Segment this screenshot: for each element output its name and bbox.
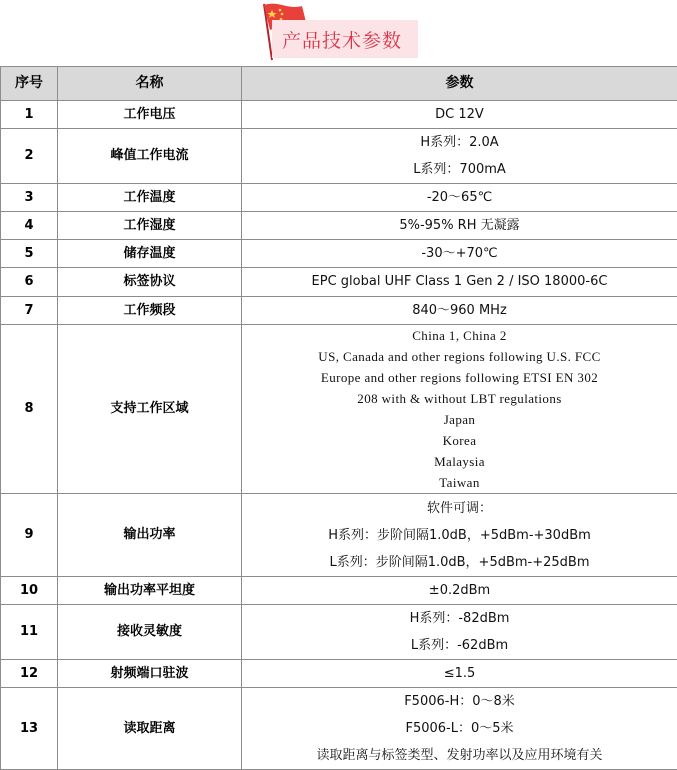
column-header-param: 参数 — [242, 67, 677, 101]
row-no: 5 — [1, 240, 58, 268]
table-row — [1, 184, 677, 212]
row-value — [242, 577, 677, 605]
value-line: ≤1.5 — [443, 665, 476, 681]
section-title — [258, 0, 420, 62]
table-row — [1, 297, 677, 325]
table-row — [1, 688, 677, 770]
row-value — [242, 325, 677, 494]
value-line: F5006-L：0～5米 — [405, 721, 514, 736]
value-line: L系列：步阶间隔1.0dB，+5dBm-+25dBm — [329, 554, 590, 570]
value-line: Korea — [442, 433, 477, 448]
row-value — [242, 605, 677, 660]
row-no: 4 — [1, 212, 58, 240]
row-no: 8 — [1, 325, 58, 494]
row-name: 工作频段 — [58, 297, 242, 325]
value-line: China 1, China 2 — [412, 328, 507, 343]
row-no: 10 — [1, 577, 58, 605]
value-line: EPC global UHF Class 1 Gen 2 / ISO 18000-6C — [311, 274, 608, 290]
row-value — [242, 688, 677, 770]
value-line: Taiwan — [439, 475, 480, 490]
row-name: 读取距离 — [58, 688, 242, 770]
value-line: L系列：700mA — [413, 162, 506, 177]
row-value — [242, 660, 677, 688]
table-row — [1, 129, 677, 184]
table-row — [1, 494, 677, 577]
row-name: 标签协议 — [58, 268, 242, 297]
row-name: 接收灵敏度 — [58, 605, 242, 660]
row-no: 3 — [1, 184, 58, 212]
value-line: US, Canada and other regions following U.S. FCC — [318, 349, 601, 364]
table-row — [1, 605, 677, 660]
value-line: Malaysia — [434, 454, 485, 469]
value-line: ±0.2dBm — [428, 582, 491, 598]
value-line: 读取距离与标签类型、发射功率以及应用环境有关 — [316, 748, 603, 763]
row-no: 9 — [1, 494, 58, 577]
value-line: H系列：步阶间隔1.0dB，+5dBm-+30dBm — [328, 527, 591, 543]
value-line: L系列：-62dBm — [410, 638, 509, 653]
row-no: 11 — [1, 605, 58, 660]
table-row — [1, 240, 677, 268]
row-value — [242, 494, 677, 577]
row-value — [242, 268, 677, 297]
table-row — [1, 268, 677, 297]
column-header-no: 序号 — [1, 67, 58, 101]
table-header-row — [1, 67, 677, 101]
column-header-name: 名称 — [58, 67, 242, 101]
row-name: 工作电压 — [58, 101, 242, 129]
value-line: Japan — [443, 412, 476, 427]
value-line: DC 12V — [435, 106, 484, 122]
page-title: 产品技术参数 — [282, 30, 403, 52]
row-value — [242, 101, 677, 129]
table-row — [1, 325, 677, 494]
value-line: 5%-95% RH 无凝露 — [399, 217, 520, 233]
value-line: H系列：2.0A — [420, 135, 499, 150]
row-no: 7 — [1, 297, 58, 325]
value-line: F5006-H：0～8米 — [404, 694, 515, 709]
row-value — [242, 184, 677, 212]
value-line: 软件可调： — [426, 500, 492, 516]
row-no: 2 — [1, 129, 58, 184]
row-name: 储存温度 — [58, 240, 242, 268]
row-value — [242, 212, 677, 240]
row-value — [242, 297, 677, 325]
row-value — [242, 240, 677, 268]
row-no: 6 — [1, 268, 58, 297]
spec-table — [0, 66, 677, 770]
row-name: 支持工作区域 — [58, 325, 242, 494]
row-name: 工作湿度 — [58, 212, 242, 240]
table-row — [1, 212, 677, 240]
row-name: 输出功率平坦度 — [58, 577, 242, 605]
value-line: 840～960 MHz — [412, 302, 507, 318]
value-line: -30～+70℃ — [421, 245, 498, 261]
table-row — [1, 660, 677, 688]
row-no: 1 — [1, 101, 58, 129]
table-row — [1, 101, 677, 129]
row-value — [242, 129, 677, 184]
row-name: 峰值工作电流 — [58, 129, 242, 184]
value-line: 208 with & without LBT regulations — [357, 391, 562, 406]
row-name: 输出功率 — [58, 494, 242, 577]
table-row — [1, 577, 677, 605]
value-line: H系列：-82dBm — [409, 611, 510, 626]
row-name: 工作温度 — [58, 184, 242, 212]
row-no: 12 — [1, 660, 58, 688]
row-name: 射频端口驻波 — [58, 660, 242, 688]
value-line: -20～65℃ — [426, 189, 493, 205]
row-no: 13 — [1, 688, 58, 770]
value-line: Europe and other regions following ETSI EN 302 — [320, 370, 599, 385]
